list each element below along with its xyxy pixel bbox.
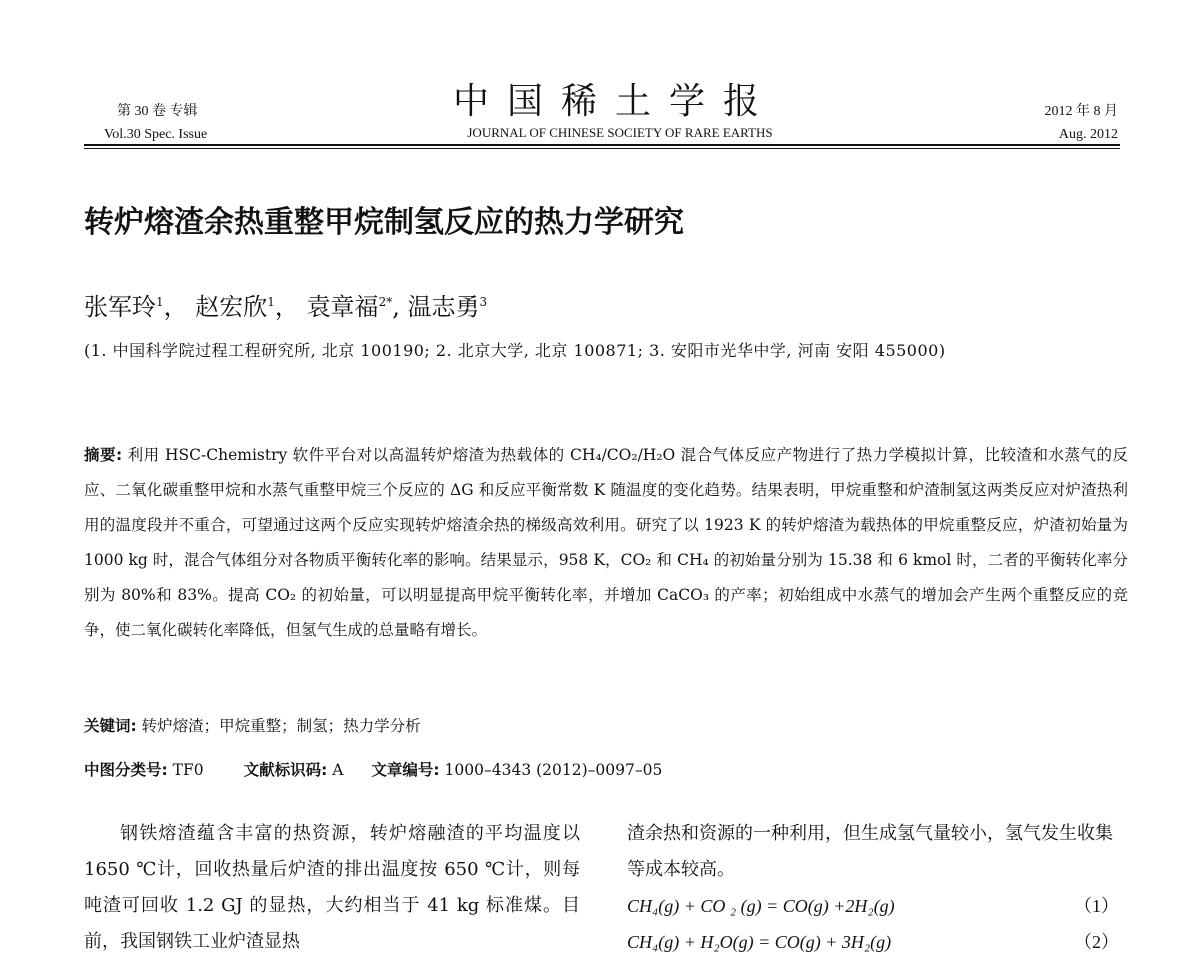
doc-code-label: 文献标识码: xyxy=(243,761,328,779)
author-affil-mark: 3 xyxy=(479,295,488,309)
body-paragraph: 渣余热和资源的一种利用，但生成氢气量较小，氢气发生收集等成本较高。 xyxy=(627,823,1113,880)
journal-title-cn: 中国稀土学报 xyxy=(452,81,777,122)
author-separator: ， xyxy=(274,293,299,321)
affiliations: (1. 中国科学院过程工程研究所, 北京 100190; 2. 北京大学, 北京 100871; 3. 安阳市光华中学, 河南 安阳 455000) xyxy=(84,341,946,360)
equation-2 xyxy=(627,924,1123,960)
doc-code-value: A xyxy=(327,761,344,779)
author-name: 赵宏欣 xyxy=(195,293,268,321)
header-rule-thin xyxy=(84,148,1120,149)
author-separator: ， xyxy=(163,293,188,321)
abstract-label: 摘要: xyxy=(84,446,123,464)
article-title: 转炉熔渣余热重整甲烷制氢反应的热力学研究 xyxy=(84,205,684,240)
author-affil-mark: 1 xyxy=(156,295,164,309)
volume-en: Vol.30 Spec. Issue xyxy=(104,127,208,142)
issue-date-en: Aug. 2012 xyxy=(1058,127,1118,142)
volume-cn: 第 30 卷 专辑 xyxy=(117,104,198,119)
author-list xyxy=(84,285,487,324)
classification-line xyxy=(84,757,662,783)
keywords-text: 转炉熔渣；甲烷重整；制氢；热力学分析 xyxy=(136,717,421,735)
equation-number: （1） xyxy=(1074,896,1119,916)
equation-text: CH₄(g) + H₂O(g) = CO(g) + 3H₂(g) xyxy=(627,932,892,952)
journal-title-en: JOURNAL OF CHINESE SOCIETY OF RARE EARTHS xyxy=(467,125,773,140)
body-right-column xyxy=(627,816,1123,960)
keywords xyxy=(84,713,421,739)
abstract-text: 利用 HSC-Chemistry 软件平台对以高温转炉熔渣为热载体的 CH₄/CO₂/H₂O 混合气体反应产物进行了热力学模拟计算，比较渣和水蒸气的反应、二氧化碳重整甲烷和水蒸气重整甲烷三个反应的 ΔG 和反应平衡常数 K 随温度的变化趋势。结果表明，甲烷重整和炉渣制氢这两类反应对炉渣热利用的温度段并不重合，可望通过这两个反应实现转炉熔渣余热的梯级高效利用。研究了以 1923 K 的转炉熔渣为载热体的甲烷重整反应，炉渣初始量为 1000 kg 时，混合气体组分对各物质平衡转化率的影响。结果显示，958 K，CO₂ 和 CH₄ 的初始量分别为 15.38 和 6 kmol 时，二者的平衡转化率分别为 80%和 83%。提高 CO₂ 的初始量，可以明显提高甲烷平衡转化率，并增加 CaCO₃ 的产率；初始组成中水蒸气的增加会产生两个重整反应的竞争，使二氧化碳转化率降低，但氢气生成的总量略有增长。 xyxy=(84,446,1128,639)
keywords-label: 关键词: xyxy=(84,717,137,735)
issue-date-cn: 2012 年 8 月 xyxy=(1044,104,1118,119)
body-paragraph: 钢铁熔渣蕴含丰富的热资源，转炉熔融渣的平均温度以 1650 ℃计，回收热量后炉渣的排出温度按 650 ℃计，则每吨渣可回收 1.2 GJ 的显热，大约相当于 41 kg 标准煤。目前，我国钢铁工业炉渣显热 xyxy=(84,823,580,952)
author-name: 张军玲 xyxy=(84,293,156,321)
equation-1 xyxy=(627,888,1123,924)
equation-text: CH₄(g) + CO ₂ (g) = CO(g) +2H₂(g) xyxy=(627,896,895,916)
author-separator: , xyxy=(392,293,400,321)
article-number-value: 1000–4343 (2012)–0097–05 xyxy=(439,761,663,779)
author-name: 温志勇 xyxy=(407,293,480,321)
clc-label: 中图分类号: xyxy=(84,761,168,779)
abstract xyxy=(84,438,1128,648)
clc-value: TF0 xyxy=(167,761,204,779)
header-rule-thick xyxy=(84,144,1120,146)
body-left-column xyxy=(84,816,580,960)
article-number-label: 文章编号: xyxy=(371,761,440,779)
author-affil-mark: 1 xyxy=(267,295,275,309)
equation-number: （2） xyxy=(1074,932,1119,952)
author-affil-mark: 2* xyxy=(378,295,393,309)
author-name: 袁章福 xyxy=(306,293,379,321)
